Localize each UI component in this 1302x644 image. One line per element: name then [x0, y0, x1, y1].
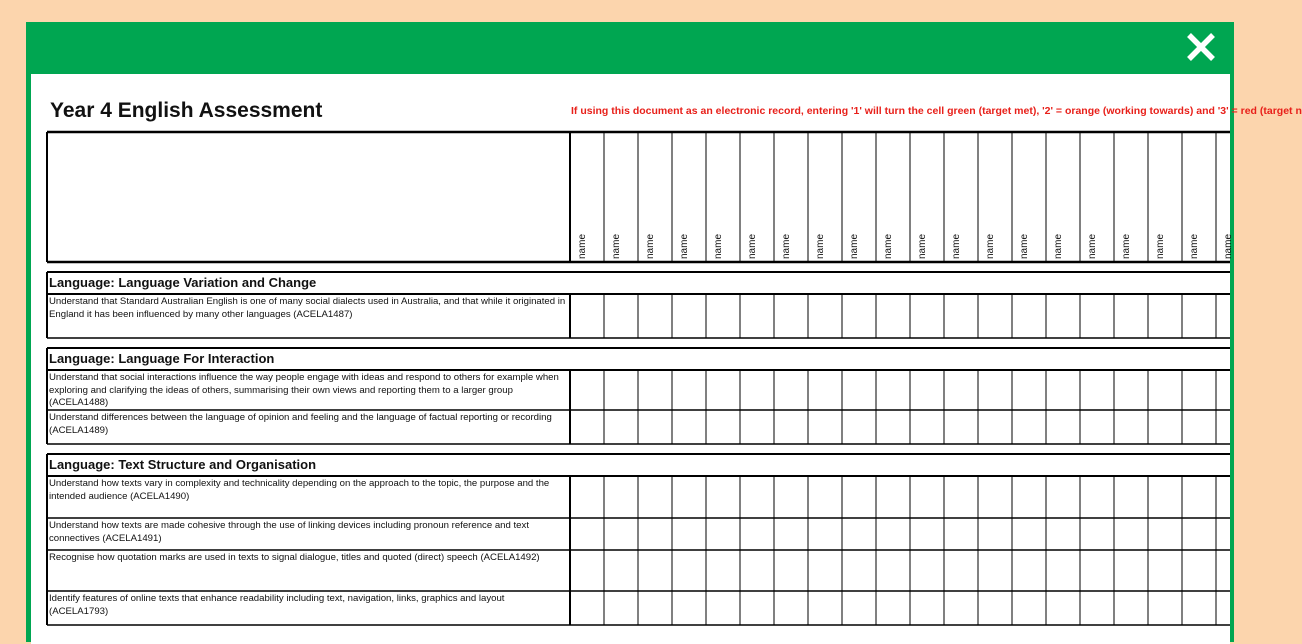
assessment-cell[interactable] — [1081, 477, 1113, 517]
page-title: Year 4 English Assessment — [50, 99, 323, 122]
assessment-cell[interactable] — [1183, 295, 1215, 337]
assessment-cell[interactable] — [707, 411, 739, 443]
criterion-text: Identify features of online texts that enhance readability including text, navigation, links, graphics and layout (ACELA1793) — [49, 593, 505, 617]
student-column-header: name — [611, 233, 622, 259]
assessment-cell[interactable] — [1217, 519, 1249, 549]
assessment-cell[interactable] — [1081, 519, 1113, 549]
instruction-notice: If using this document as an electronic record, entering '1' will turn the cell green (target met), '2' = orange (working towards) and '3' = red (target n — [571, 105, 1302, 117]
assessment-cell[interactable] — [979, 519, 1011, 549]
assessment-cell[interactable] — [1047, 592, 1079, 624]
assessment-cell[interactable] — [1217, 551, 1249, 590]
close-button[interactable] — [1184, 30, 1218, 64]
criterion-text: Understand that social interactions influence the way people engage with ideas and respond to others for example when exploring and clarifying the ideas of others, summarising their own views and reporting them to a larger group (ACELA1488) — [49, 372, 559, 408]
student-column-header: name — [883, 233, 894, 259]
assessment-cell[interactable] — [639, 519, 671, 549]
assessment-cell[interactable] — [843, 592, 875, 624]
assessment-cell[interactable] — [741, 371, 773, 409]
assessment-cell[interactable] — [1115, 477, 1147, 517]
assessment-cell[interactable] — [979, 477, 1011, 517]
assessment-cell[interactable] — [775, 477, 807, 517]
app-window — [26, 22, 1302, 642]
assessment-cell[interactable] — [571, 519, 603, 549]
assessment-cell[interactable] — [809, 592, 841, 624]
assessment-cell[interactable] — [707, 295, 739, 337]
assessment-cell[interactable] — [979, 371, 1011, 409]
student-column-header: name — [951, 233, 962, 259]
assessment-cell[interactable] — [1013, 411, 1045, 443]
assessment-cell[interactable] — [1013, 477, 1045, 517]
assessment-cell[interactable] — [673, 371, 705, 409]
assessment-cell[interactable] — [605, 551, 637, 590]
assessment-cell[interactable] — [741, 592, 773, 624]
assessment-cell[interactable] — [1115, 519, 1147, 549]
assessment-cell[interactable] — [707, 477, 739, 517]
assessment-cell[interactable] — [1217, 592, 1249, 624]
assessment-cell[interactable] — [911, 592, 943, 624]
assessment-cell[interactable] — [1081, 592, 1113, 624]
assessment-cell[interactable] — [1217, 371, 1249, 409]
assessment-cell[interactable] — [945, 519, 977, 549]
assessment-cell[interactable] — [911, 371, 943, 409]
assessment-cell[interactable] — [843, 551, 875, 590]
assessment-cell[interactable] — [707, 371, 739, 409]
assessment-cell[interactable] — [1081, 551, 1113, 590]
student-column-header: name — [985, 233, 996, 259]
assessment-cell[interactable] — [809, 371, 841, 409]
assessment-cell[interactable] — [571, 551, 603, 590]
student-column-header: name — [1223, 233, 1234, 259]
assessment-cell[interactable] — [1047, 411, 1079, 443]
assessment-cell[interactable] — [809, 477, 841, 517]
assessment-cell[interactable] — [979, 295, 1011, 337]
assessment-cell[interactable] — [741, 295, 773, 337]
assessment-cell[interactable] — [1149, 592, 1181, 624]
criterion-text: Understand how texts vary in complexity and technicality depending on the approach to the topic, the purpose and the intended audience (ACELA1490) — [49, 478, 550, 502]
assessment-cell[interactable] — [1081, 295, 1113, 337]
assessment-sheet — [31, 74, 1302, 644]
assessment-cell[interactable] — [1013, 551, 1045, 590]
assessment-cell[interactable] — [775, 519, 807, 549]
student-column-header: name — [781, 233, 792, 259]
assessment-cell[interactable] — [605, 411, 637, 443]
student-column-header: name — [713, 233, 724, 259]
assessment-cell[interactable] — [775, 592, 807, 624]
assessment-cell[interactable] — [809, 551, 841, 590]
assessment-cell[interactable] — [1183, 592, 1215, 624]
assessment-cell[interactable] — [1149, 371, 1181, 409]
student-column-header: name — [1087, 233, 1098, 259]
title-bar — [26, 22, 1234, 74]
assessment-cell[interactable] — [945, 295, 977, 337]
assessment-cell[interactable] — [639, 411, 671, 443]
assessment-cell[interactable] — [1013, 295, 1045, 337]
assessment-cell[interactable] — [1183, 477, 1215, 517]
student-column-header: name — [577, 233, 588, 259]
assessment-cell[interactable] — [1047, 295, 1079, 337]
section-heading: Language: Language For Interaction — [49, 351, 275, 366]
assessment-cell[interactable] — [979, 592, 1011, 624]
assessment-cell[interactable] — [843, 477, 875, 517]
assessment-cell[interactable] — [911, 477, 943, 517]
assessment-cell[interactable] — [1115, 411, 1147, 443]
assessment-cell[interactable] — [775, 411, 807, 443]
student-column-header: name — [1189, 233, 1200, 259]
assessment-cell[interactable] — [1149, 295, 1181, 337]
assessment-cell[interactable] — [1149, 477, 1181, 517]
assessment-cell[interactable] — [605, 371, 637, 409]
assessment-cell[interactable] — [605, 592, 637, 624]
assessment-cell[interactable] — [1115, 295, 1147, 337]
assessment-cell[interactable] — [1047, 519, 1079, 549]
assessment-cell[interactable] — [1013, 371, 1045, 409]
assessment-cell[interactable] — [1183, 371, 1215, 409]
assessment-cell[interactable] — [843, 295, 875, 337]
assessment-cell[interactable] — [673, 551, 705, 590]
assessment-cell[interactable] — [1081, 371, 1113, 409]
assessment-cell[interactable] — [1013, 519, 1045, 549]
assessment-cell[interactable] — [741, 477, 773, 517]
assessment-cell[interactable] — [809, 295, 841, 337]
criterion-text: Understand differences between the language of opinion and feeling and the language of factual reporting or recording (ACELA1489) — [49, 412, 552, 436]
criterion-text: Recognise how quotation marks are used in texts to signal dialogue, titles and quoted (direct) speech (ACELA1492) — [49, 552, 540, 563]
assessment-cell[interactable] — [571, 295, 603, 337]
assessment-cell[interactable] — [1013, 592, 1045, 624]
section-heading: Language: Text Structure and Organisation — [49, 457, 317, 472]
assessment-cell[interactable] — [707, 551, 739, 590]
criterion-text: Understand how texts are made cohesive through the use of linking devices including pronoun reference and text connectives (ACELA1491) — [49, 520, 529, 544]
close-icon — [1184, 30, 1218, 64]
assessment-cell[interactable] — [1115, 371, 1147, 409]
student-column-header: name — [1155, 233, 1166, 259]
assessment-cell[interactable] — [639, 592, 671, 624]
assessment-cell[interactable] — [639, 551, 671, 590]
assessment-cell[interactable] — [673, 477, 705, 517]
assessment-cell[interactable] — [1047, 477, 1079, 517]
assessment-cell[interactable] — [945, 477, 977, 517]
assessment-cell[interactable] — [605, 519, 637, 549]
assessment-cell[interactable] — [673, 295, 705, 337]
assessment-cell[interactable] — [877, 411, 909, 443]
assessment-cell[interactable] — [945, 592, 977, 624]
assessment-cell[interactable] — [673, 592, 705, 624]
assessment-cell[interactable] — [741, 551, 773, 590]
assessment-cell[interactable] — [911, 551, 943, 590]
assessment-cell[interactable] — [1047, 551, 1079, 590]
assessment-cell[interactable] — [979, 551, 1011, 590]
assessment-cell[interactable] — [1115, 551, 1147, 590]
assessment-cell[interactable] — [1115, 592, 1147, 624]
student-column-header: name — [1121, 233, 1132, 259]
assessment-cell[interactable] — [571, 411, 603, 443]
assessment-cell[interactable] — [1183, 411, 1215, 443]
assessment-cell[interactable] — [707, 592, 739, 624]
assessment-cell[interactable] — [639, 477, 671, 517]
assessment-cell[interactable] — [1183, 519, 1215, 549]
student-column-header: name — [1053, 233, 1064, 259]
assessment-cell[interactable] — [571, 477, 603, 517]
student-column-header: name — [1019, 233, 1030, 259]
assessment-cell[interactable] — [979, 411, 1011, 443]
assessment-cell[interactable] — [775, 551, 807, 590]
assessment-cell[interactable] — [741, 519, 773, 549]
assessment-cell[interactable] — [843, 371, 875, 409]
assessment-cell[interactable] — [877, 592, 909, 624]
student-column-header: name — [917, 233, 928, 259]
assessment-cell[interactable] — [945, 371, 977, 409]
assessment-cell[interactable] — [775, 295, 807, 337]
criterion-text: Understand that Standard Australian English is one of many social dialects used in Australia, and that while it originated in England it has been influenced by many other languages (ACELA1487) — [49, 296, 566, 320]
assessment-cell[interactable] — [945, 411, 977, 443]
assessment-cell[interactable] — [1149, 519, 1181, 549]
student-column-header: name — [645, 233, 656, 259]
section-heading: Language: Language Variation and Change — [49, 275, 317, 290]
assessment-cell[interactable] — [1047, 371, 1079, 409]
assessment-cell[interactable] — [673, 519, 705, 549]
assessment-cell[interactable] — [1217, 295, 1249, 337]
assessment-cell[interactable] — [877, 295, 909, 337]
student-column-header: name — [747, 233, 758, 259]
assessment-cell[interactable] — [775, 371, 807, 409]
assessment-cell[interactable] — [877, 519, 909, 549]
assessment-cell[interactable] — [911, 411, 943, 443]
assessment-cell[interactable] — [843, 519, 875, 549]
student-column-header: name — [679, 233, 690, 259]
assessment-cell[interactable] — [809, 411, 841, 443]
assessment-cell[interactable] — [1217, 411, 1249, 443]
student-column-header: name — [815, 233, 826, 259]
assessment-cell[interactable] — [1149, 551, 1181, 590]
assessment-cell[interactable] — [571, 371, 603, 409]
assessment-cell[interactable] — [843, 411, 875, 443]
assessment-cell[interactable] — [673, 411, 705, 443]
assessment-cell[interactable] — [1183, 551, 1215, 590]
assessment-cell[interactable] — [877, 551, 909, 590]
assessment-cell[interactable] — [877, 477, 909, 517]
assessment-cell[interactable] — [1081, 411, 1113, 443]
assessment-cell[interactable] — [605, 477, 637, 517]
assessment-cell[interactable] — [1149, 411, 1181, 443]
assessment-cell[interactable] — [605, 295, 637, 337]
assessment-cell[interactable] — [707, 519, 739, 549]
assessment-cell[interactable] — [945, 551, 977, 590]
assessment-cell[interactable] — [639, 295, 671, 337]
assessment-cell[interactable] — [639, 371, 671, 409]
assessment-cell[interactable] — [911, 519, 943, 549]
assessment-cell[interactable] — [741, 411, 773, 443]
assessment-cell[interactable] — [911, 295, 943, 337]
student-column-header: name — [849, 233, 860, 259]
assessment-cell[interactable] — [571, 592, 603, 624]
assessment-cell[interactable] — [877, 371, 909, 409]
assessment-cell[interactable] — [1217, 477, 1249, 517]
assessment-cell[interactable] — [809, 519, 841, 549]
